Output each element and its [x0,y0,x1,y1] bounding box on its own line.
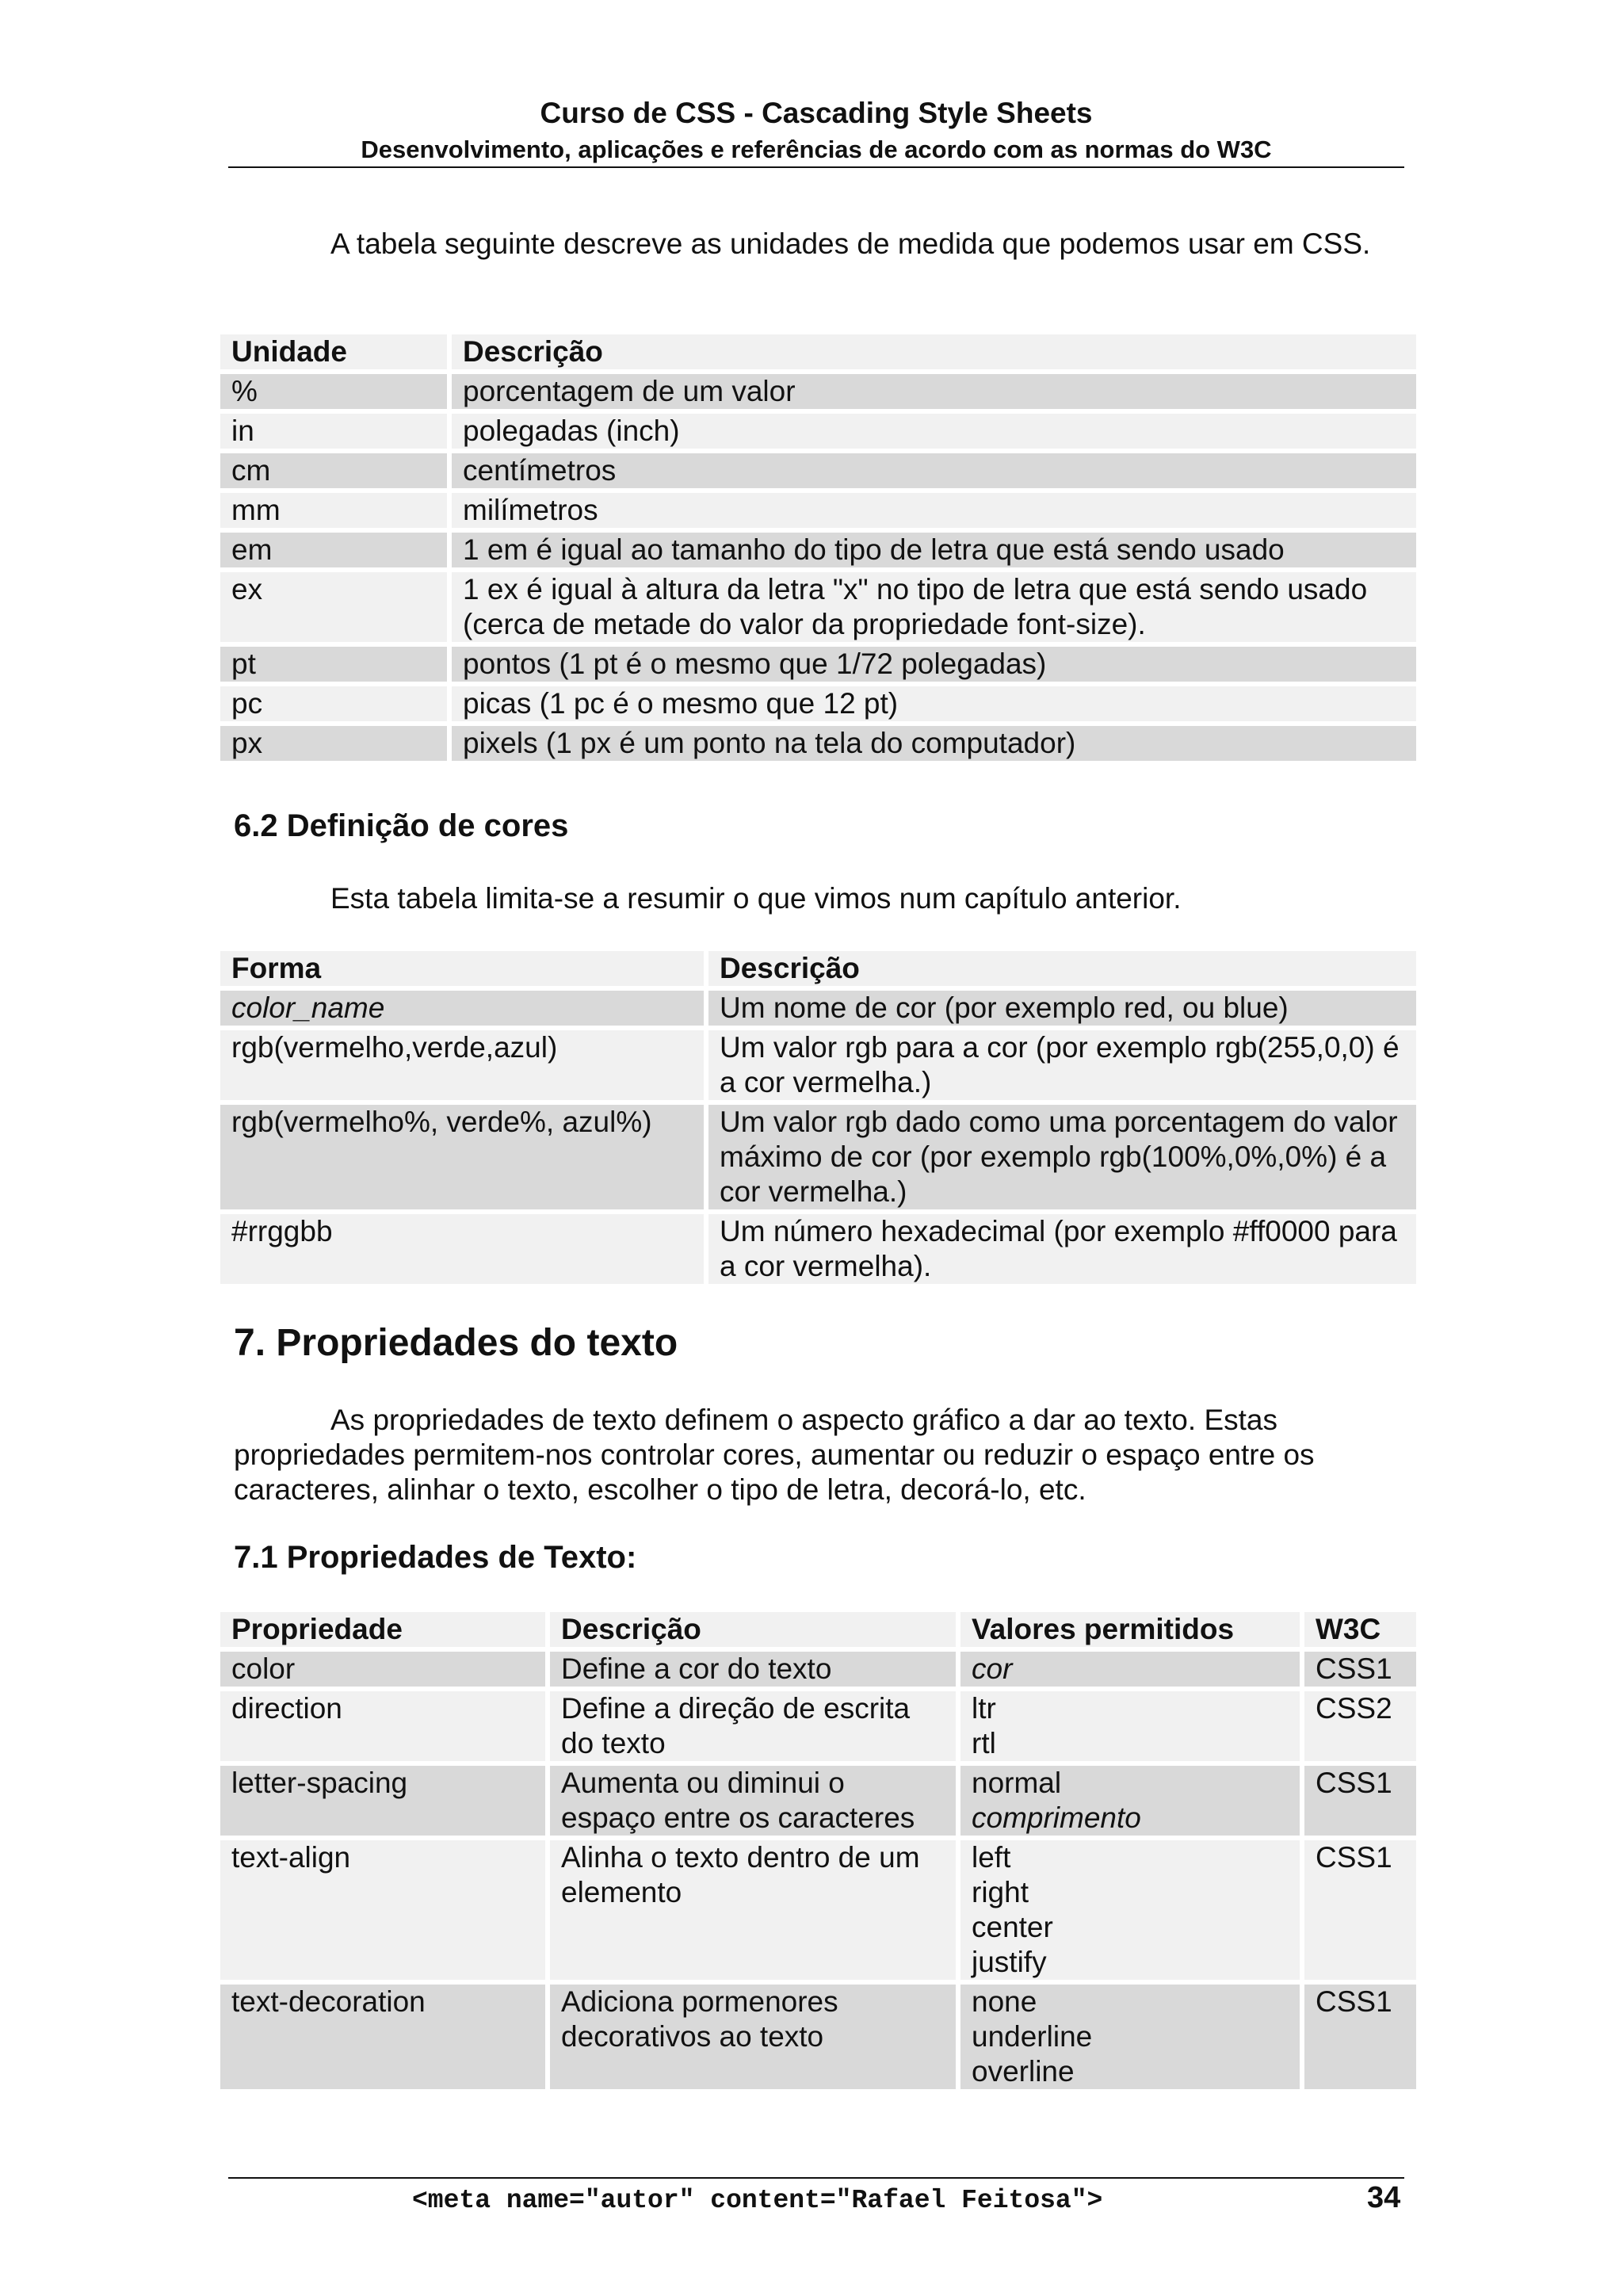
table-row [220,726,1416,761]
table-row [220,1652,1416,1687]
footer-meta: <meta name="autor" content="Rafael Feitosa"> [412,2186,1103,2215]
description-cell: Define a direção de escrita do texto [550,1691,956,1761]
description-cell: centímetros [452,453,1416,488]
table-row [220,414,1416,449]
colors-table [216,946,1421,1289]
unit-cell: px [220,726,447,761]
section-heading-text-properties-list: 7.1 Propriedades de Texto: [234,1540,637,1575]
table-row [220,1840,1416,1980]
footer-divider [228,2177,1404,2179]
w3c-cell: CSS1 [1304,1766,1416,1836]
property-cell: direction [220,1691,545,1761]
table-row [220,647,1416,682]
property-cell: letter-spacing [220,1766,545,1836]
column-header: Descrição [452,334,1416,369]
property-cell: text-align [220,1840,545,1980]
table-header-row [220,951,1416,986]
table-row [220,991,1416,1026]
description-cell: Um valor rgb dado como uma porcentagem do valor máximo de cor (por exemplo rgb(100%,0%,0%) é a cor vermelha.) [708,1105,1416,1209]
intro-paragraph: A tabela seguinte descreve as unidades de medida que podemos usar em CSS. [330,227,1371,260]
table-row [220,493,1416,528]
unit-cell: ex [220,572,447,642]
w3c-cell: CSS1 [1304,1985,1416,2089]
values-cell: cor [960,1652,1300,1687]
w3c-cell: CSS1 [1304,1652,1416,1687]
description-cell: Um número hexadecimal (por exemplo #ff0000 para a cor vermelha). [708,1214,1416,1284]
column-header: Propriedade [220,1612,545,1647]
description-cell: porcentagem de um valor [452,374,1416,409]
table-row [220,572,1416,642]
column-header: W3C [1304,1612,1416,1647]
unit-cell: % [220,374,447,409]
form-cell: rgb(vermelho%, verde%, azul%) [220,1105,704,1209]
form-cell: #rrggbb [220,1214,704,1284]
table-row [220,686,1416,721]
page-header [228,94,1404,166]
units-table [216,330,1421,766]
table-row [220,1214,1416,1284]
header-divider [228,166,1404,168]
table-row [220,533,1416,567]
description-cell: polegadas (inch) [452,414,1416,449]
description-cell: 1 ex é igual à altura da letra "x" no tipo de letra que está sendo usado (cerca de metade do valor da propriedade font-size). [452,572,1416,642]
section-heading-colors: 6.2 Definição de cores [234,808,569,843]
colors-intro-paragraph: Esta tabela limita-se a resumir o que vimos num capítulo anterior. [330,882,1182,915]
description-cell: 1 em é igual ao tamanho do tipo de letra que está sendo usado [452,533,1416,567]
property-cell: text-decoration [220,1985,545,2089]
description-cell: Um nome de cor (por exemplo red, ou blue) [708,991,1416,1026]
description-cell: Define a cor do texto [550,1652,956,1687]
column-header: Forma [220,951,704,986]
table-row [220,374,1416,409]
form-cell: color_name [220,991,704,1026]
column-header: Unidade [220,334,447,369]
values-cell: normal comprimento [960,1766,1300,1836]
w3c-cell: CSS1 [1304,1840,1416,1980]
table-row [220,1105,1416,1209]
header-subtitle: Desenvolvimento, aplicações e referências de acordo com as normas do W3C [361,136,1272,163]
page-number: 34 [1367,2181,1401,2214]
table-header-row [220,334,1416,369]
table-header-row [220,1612,1416,1647]
unit-cell: em [220,533,447,567]
values-cell: none underline overline [960,1985,1300,2089]
description-cell: Um valor rgb para a cor (por exemplo rgb(255,0,0) é a cor vermelha.) [708,1030,1416,1100]
table-row [220,1030,1416,1100]
unit-cell: pt [220,647,447,682]
description-cell: Adiciona pormenores decorativos ao texto [550,1985,956,2089]
text-properties-table [216,1607,1421,2094]
section-heading-text-properties: 7. Propriedades do texto [234,1322,678,1364]
description-cell: Alinha o texto dentro de um elemento [550,1840,956,1980]
table-row [220,1985,1416,2089]
description-cell: pixels (1 px é um ponto na tela do computador) [452,726,1416,761]
property-cell: color [220,1652,545,1687]
w3c-cell: CSS2 [1304,1691,1416,1761]
text-properties-paragraph: As propriedades de texto definem o aspecto gráfico a dar ao texto. Estas propriedades permitem-nos controlar cores, aumentar ou reduzir o espaço entre os caracteres, alinhar o texto, escolher o tipo de letra, decorá-lo, etc. [234,1404,1315,1506]
unit-cell: pc [220,686,447,721]
description-cell: milímetros [452,493,1416,528]
values-cell: ltr rtl [960,1691,1300,1761]
description-cell: pontos (1 pt é o mesmo que 1/72 polegadas) [452,647,1416,682]
unit-cell: mm [220,493,447,528]
description-cell: Aumenta ou diminui o espaço entre os caracteres [550,1766,956,1836]
table-row [220,1691,1416,1761]
column-header: Descrição [708,951,1416,986]
values-cell: left right center justify [960,1840,1300,1980]
unit-cell: in [220,414,447,449]
column-header: Valores permitidos [960,1612,1300,1647]
header-title: Curso de CSS - Cascading Style Sheets [540,97,1093,129]
unit-cell: cm [220,453,447,488]
description-cell: picas (1 pc é o mesmo que 12 pt) [452,686,1416,721]
column-header: Descrição [550,1612,956,1647]
table-row [220,1766,1416,1836]
form-cell: rgb(vermelho,verde,azul) [220,1030,704,1100]
table-row [220,453,1416,488]
